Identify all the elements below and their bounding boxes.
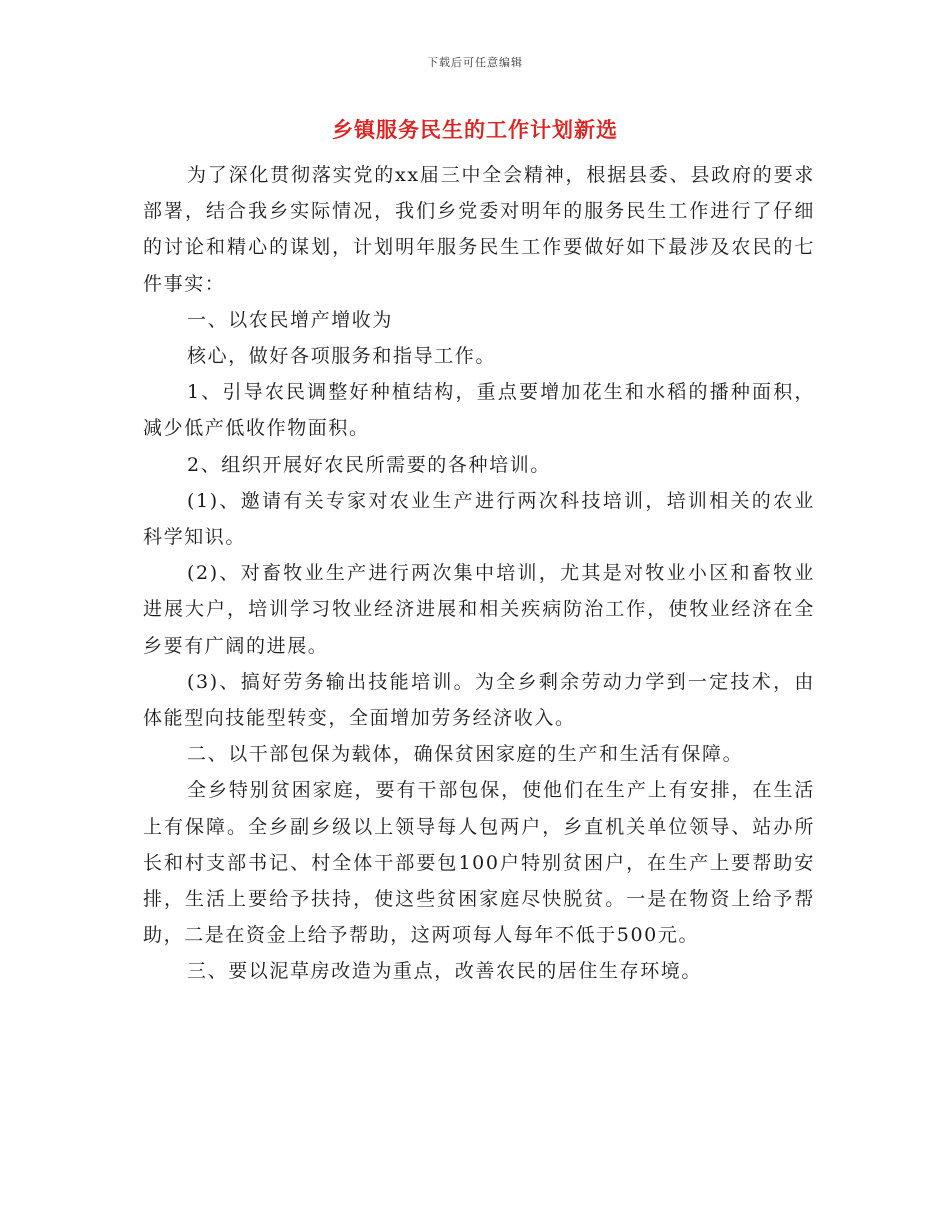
paragraph: 2、组织开展好农民所需要的各种培训。 [187, 453, 551, 476]
paragraph: 核心，做好各项服务和指导工作。 [187, 345, 497, 368]
paragraph: (1)、邀请有关专家对农业生产进行两次科技培训，培训相关的农业科学知识。 [143, 489, 815, 549]
paragraph: 全乡特别贫困家庭，要有干部包保，使他们在生产上有安排，在生活上有保障。全乡副乡级以上领导每人包两户，乡直机关单位领导、站办所长和村支部书记、村全体干部要包100户特别贫困户，在生产上要帮助安排，生活上要给予扶持，使这些贫困家庭尽快脱贫。一是在物资上给予帮助，二是在资金上给予帮助，这两项每人每年不低于500元。 [143, 779, 815, 947]
document-title: 乡镇服务民生的工作计划新选 [332, 118, 618, 142]
paragraph: 二、以干部包保为载体，确保贫困家庭的生产和生活有保障。 [187, 743, 744, 766]
paragraph: (3)、搞好劳务输出技能培训。为全乡剩余劳动力学到一定技术，由体能型向技能型转变，全面增加劳务经济收入。 [143, 670, 815, 730]
document-body [143, 157, 815, 990]
paragraph: (2)、对畜牧业生产进行两次集中培训，尤其是对牧业小区和畜牧业进展大户，培训学习牧业经济进展和相关疾病防治工作，使牧业经济在全乡要有广阔的进展。 [143, 562, 815, 657]
paragraph: 1、引导农民调整好种植结构，重点要增加花生和水稻的播种面积，减少低产低收作物面积。 [143, 381, 815, 440]
paragraph: 一、以农民增产增收为 [187, 308, 394, 331]
paragraph: 为了深化贯彻落实党的xx届三中全会精神，根据县委、县政府的要求部署，结合我乡实际情况，我们乡党委对明年的服务民生工作进行了仔细的讨论和精心的谋划，计划明年服务民生工作要做好如下最涉及农民的七件事实： [143, 164, 815, 295]
paragraph: 三、要以泥草房改造为重点，改善农民的居住生存环境。 [187, 960, 703, 983]
header-note: 下载后可任意编辑 [427, 56, 523, 69]
